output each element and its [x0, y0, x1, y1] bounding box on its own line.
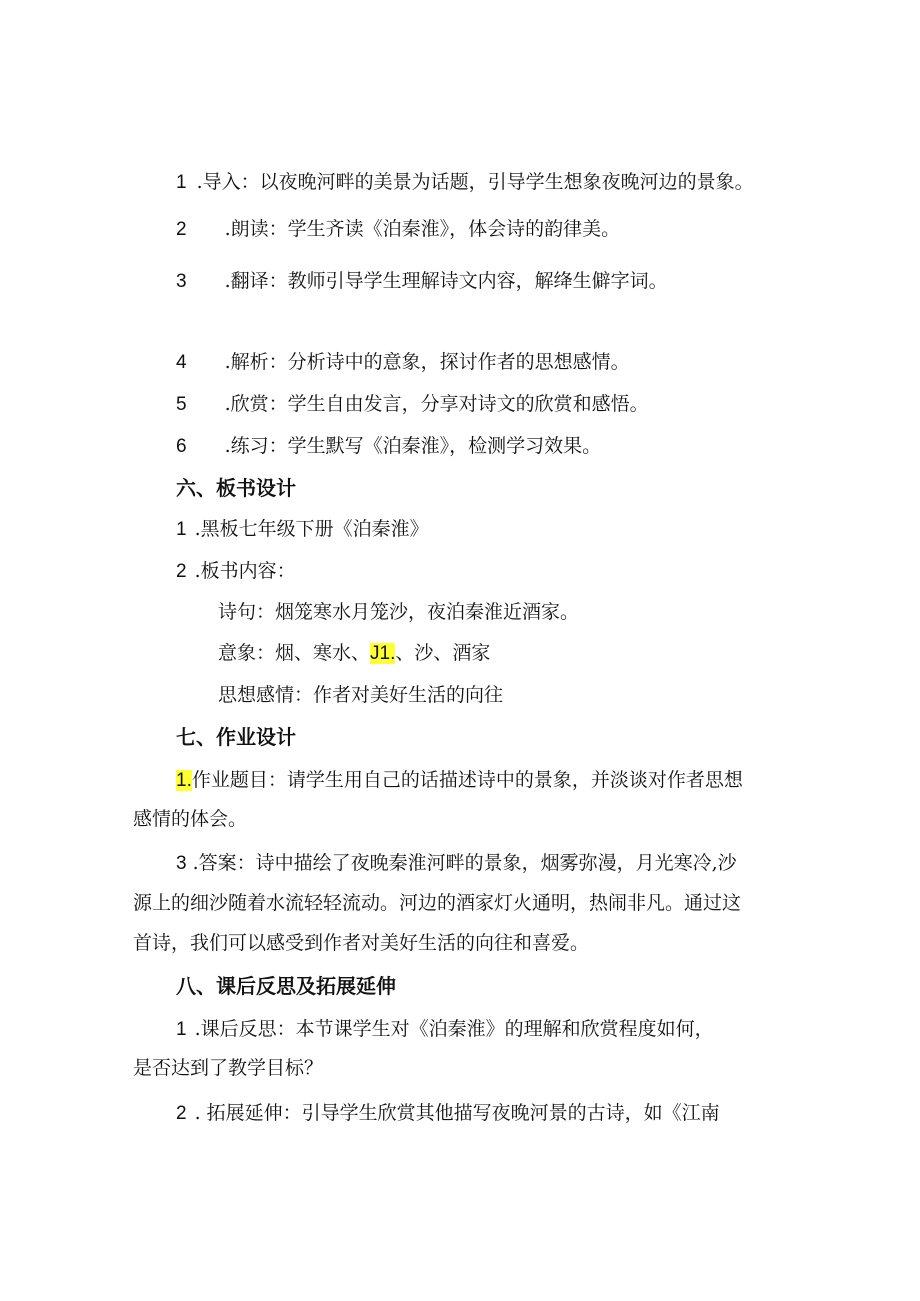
step-text: .翻译：教师引导学生理解诗文内容，解绛生僻字词。: [224, 270, 668, 292]
step-number: 4: [176, 352, 187, 373]
imagery-text: 意象：烟、寒水、: [218, 642, 371, 664]
reflection-text: .课后反思：本节课学生对《泊秦淮》的理解和欣赏程度如何，: [194, 1018, 714, 1040]
step-text: .练习：学生默写《泊秦淮》，检测学习效果。: [224, 435, 602, 457]
step-1: [176, 169, 754, 196]
board-item-1: [176, 516, 429, 543]
answer-line: [176, 850, 737, 877]
step-4: [176, 349, 630, 376]
item-text: .板书内容：: [194, 560, 296, 582]
step-5: [176, 391, 649, 418]
step-6: [176, 433, 601, 460]
board-item-2: [176, 558, 296, 585]
section-heading-board-design: 六、板书设计: [176, 476, 296, 500]
reflection-number: 1: [176, 1019, 187, 1040]
extension-number: 2: [176, 1103, 187, 1124]
step-3: [176, 268, 668, 295]
item-number: 2: [176, 561, 187, 582]
step-2: [176, 216, 620, 243]
imagery-line: [218, 640, 490, 667]
step-number: 6: [176, 436, 187, 457]
reflection-line-cont: 是否达到了教学目标？: [133, 1057, 324, 1079]
answer-text: .答案：诗中描绘了夜晚秦淮河畔的景象，烟雾弥漫，月光寒冷,沙: [192, 852, 737, 874]
answer-line-cont: 源上的细沙随着水流轻轻流动。河边的酒家灯火通明，热闹非凡。通过这: [133, 892, 742, 914]
section-heading-homework-design: 七、作业设计: [176, 725, 296, 749]
extension-text: . 拓展延伸：引导学生欣赏其他描写夜晚河景的古诗，如《江南: [194, 1102, 720, 1124]
step-text: .导入：以夜晚河畔的美景为话题，引导学生想象夜晚河边的景象。: [196, 171, 754, 193]
homework-line-cont: 感情的体会。: [133, 808, 248, 830]
step-number: 3: [176, 271, 187, 292]
answer-line-cont: 首诗，我们可以感受到作者对美好生活的向往和喜爱。: [133, 932, 590, 954]
homework-number: 1.: [176, 770, 192, 791]
step-number: 2: [176, 219, 187, 240]
imagery-text: 、沙、酒家: [395, 642, 491, 664]
answer-number: 3: [176, 853, 187, 874]
extension-line: [176, 1100, 720, 1127]
step-number: 1: [176, 172, 187, 193]
poem-line: 诗句：烟笼寒水月笼沙，夜泊秦淮近酒家。: [218, 601, 580, 623]
step-text: .欣赏：学生自由发言，分享对诗文的欣赏和感悟。: [224, 393, 649, 415]
step-text: .解析：分析诗中的意象，探讨作者的思想感情。: [224, 351, 630, 373]
homework-line: [176, 767, 743, 794]
reflection-line: [176, 1016, 714, 1043]
homework-text: 作业题目：请学生用自己的话描述诗中的景象，并淡谈对作者思想: [191, 769, 743, 791]
feeling-line: 思想感情：作者对美好生活的向往: [218, 684, 504, 706]
step-number: 5: [176, 394, 187, 415]
step-text: .朗读：学生齐读《泊秦淮》，体会诗的韵律美。: [224, 218, 621, 240]
item-text: .黑板七年级下册《泊秦淮》: [194, 518, 429, 540]
highlighted-text: J1.: [370, 643, 396, 664]
section-heading-reflection: 八、课后反思及拓展延伸: [176, 974, 396, 998]
item-number: 1: [176, 519, 187, 540]
